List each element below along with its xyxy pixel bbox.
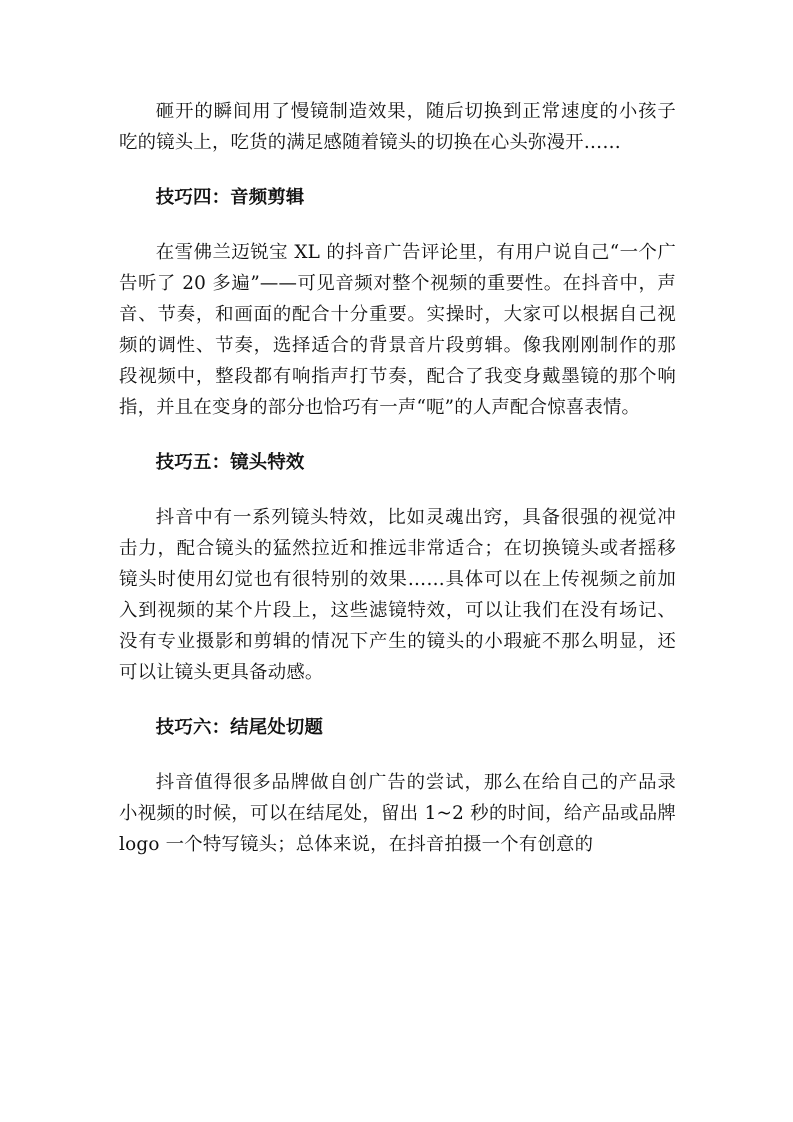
heading-tip-five: 技巧五：镜头特效: [155, 452, 305, 473]
paragraph-slow-motion: 砸开的瞬间用了慢镜制造效果，随后切换到正常速度的小孩子吃的镜头上，吃货的满足感随着镜头的切换在心头弥漫开……: [119, 101, 676, 153]
paragraph-audio-editing: 在雪佛兰迈锐宝 XL 的抖音广告评论里，有用户说自己“一个广告听了 20 多遍”——可见音频对整个视频的重要性。在抖音中，声音、节奏，和画面的配合十分重要。实操时，大家可以根据自己视频的调性、节奏，选择适合的背景音片段剪辑。像我刚刚制作的那段视频中，整段都有响指声打节奏，配合了我变身戴墨镜的那个响指，并且在变身的部分也恰巧有一声“呃”的人声配合惊喜表情。: [119, 242, 676, 418]
document-body: [119, 96, 676, 860]
heading-tip-six: 技巧六：结尾处切题: [155, 717, 324, 738]
paragraph-ending-topic: 抖音值得很多品牌做自创广告的尝试，那么在给自己的产品录小视频的时候，可以在结尾处，留出 1~2 秒的时间，给产品或品牌 logo 一个特写镜头；总体来说，在抖音拍摄一个有创意的: [119, 772, 676, 855]
heading-tip-four: 技巧四：音频剪辑: [155, 187, 305, 208]
paragraph-lens-effects: 抖音中有一系列镜头特效，比如灵魂出窍，具备很强的视觉冲击力，配合镜头的猛然拉近和推远非常适合；在切换镜头或者摇移镜头时使用幻觉也有很特别的效果……具体可以在上传视频之前加入到视频的某个片段上，这些滤镜特效，可以让我们在没有场记、没有专业摄影和剪辑的情况下产生的镜头的小瑕疵不那么明显，还可以让镜头更具备动感。: [119, 507, 676, 683]
